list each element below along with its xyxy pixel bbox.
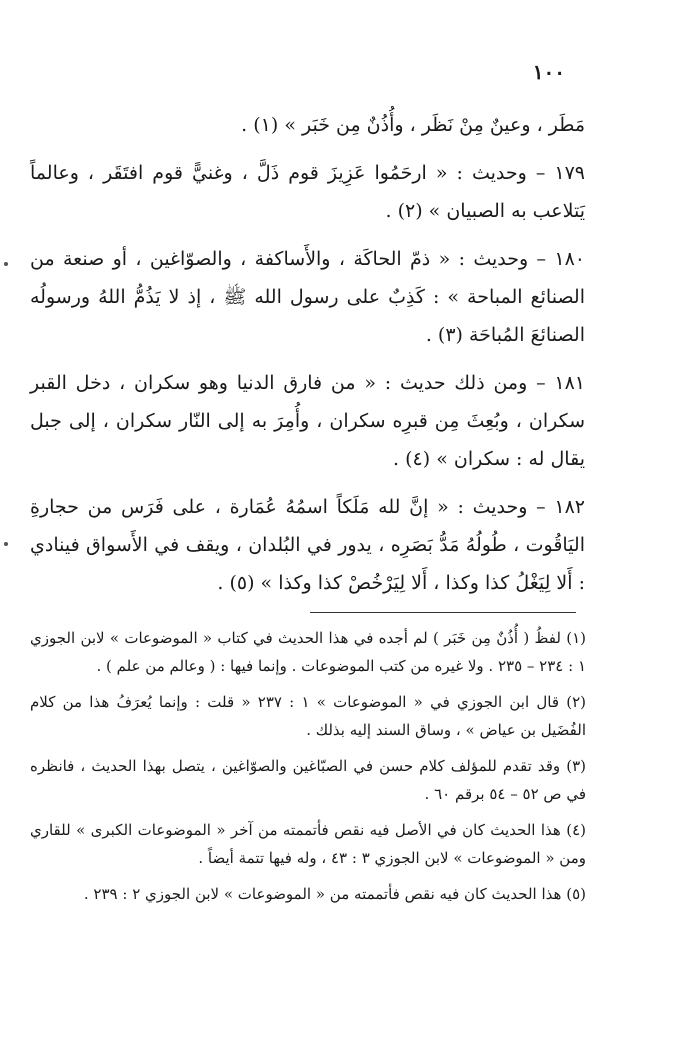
hadith-182: ١٨٢ – وحديث : « إنَّ لله مَلَكاً اسمُهُ عُمَارة ، على فَرَس من حجارةِ اليَاقُوت ، طُولُهُ مَدُّ بَصَرِه ، يدور في البُلدان ، ويقف في الأَسواق فينادي : أَلا لِيَغْلُ كذا وكذا ، أَلا لِيَرْخُصْ كذا وكذا » (٥) . — [30, 496, 585, 594]
footnote-1: (١) لفظُ ( أُذُنٌ مِن خَبَر ) لم أجده في هذا الحديث في كتاب « الموضوعات » لابن الجوزي ١ : ٢٣٤ – ٢٣٥ . ولا غيره من كتب الموضوعات . وإنما فيها : ( وعالم من علم ) . — [30, 629, 586, 675]
margin-dot — [4, 542, 8, 546]
footnote-4: (٤) هذا الحديث كان في الأصل فيه نقص فأتممته من آخر « الموضوعات الكبرى » للقاري ومن « الموضوعات » لابن الجوزي ٣ : ٤٣ ، وله فيها تتمة أيضاً . — [30, 821, 587, 867]
main-text — [30, 106, 585, 612]
paragraph-continuation: مَطَر ، وعينٌ مِنْ نَظَر ، وأُذُنٌ مِن خَبَر » (١) . — [241, 114, 585, 136]
margin-dot — [4, 262, 8, 266]
hadith-179: ١٧٩ – وحديث : « ارحَمُوا عَزِيزَ قوم ذَلَّ ، وغنيًّ قوم افتَقَر ، وعالماً يَتلاعب به الصبيان » (٢) . — [30, 162, 585, 222]
footnote-separator — [310, 612, 576, 613]
footnote-5: (٥) هذا الحديث كان فيه نقص فأتممته من « الموضوعات » لابن الجوزي ٢ : ٢٣٩ . — [83, 885, 586, 903]
footnotes — [30, 624, 586, 916]
footnote-3: (٣) وقد تقدم للمؤلف كلام حسن في الصبّاغين والصوّاغين ، يتصل بهذا الحديث ، فانظره في ص ٥٢ – ٥٤ برقم ٦٠ . — [30, 757, 586, 803]
footnote-2: (٢) قال ابن الجوزي في « الموضوعات » ١ : ٢٣٧ « قلت : وإنما يُعرَفُ هذا من كلام الفُضَيل بن عياض » ، وساق السند إليه بذلك . — [30, 693, 586, 739]
page-number: ١٠٠ — [532, 60, 565, 84]
hadith-181: ١٨١ – ومن ذلك حديث : « من فارق الدنيا وهو سكران ، دخل القبر سكران ، وبُعِثَ مِن قبرِه سكران ، وأُمِرَ به إلى النّار سكران ، إلى جبل يقال له : سكران » (٤) . — [30, 372, 585, 470]
hadith-180: ١٨٠ – وحديث : « ذمّ الحاكَة ، والأَساكفة ، والصوّاغين ، أو صنعة من الصنائع المباحة » : كَذِبٌ على رسول الله ﷺ ، إذ لا يَذُمُّ اللهُ ورسولُه الصنائعَ المُباحَة (٣) . — [30, 248, 585, 346]
